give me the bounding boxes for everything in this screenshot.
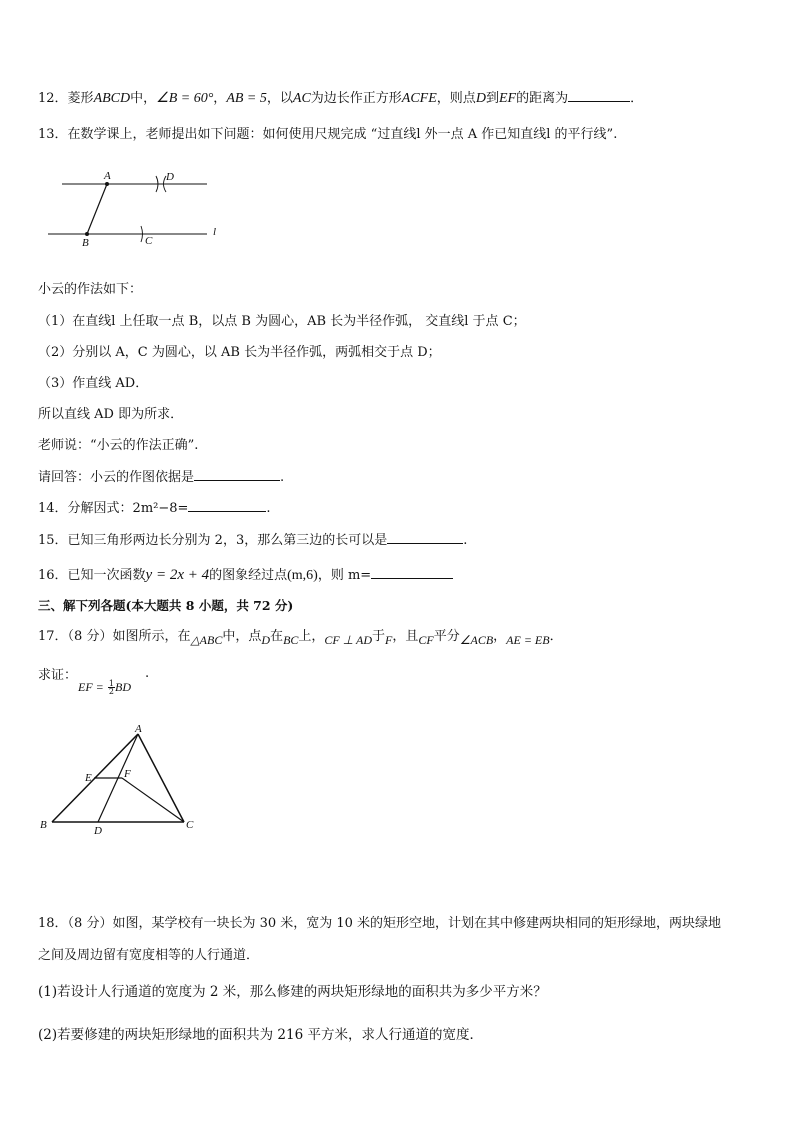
q12-text-4: ，以 [266,91,293,106]
q12-end: ． [630,91,644,106]
label-d: D [94,825,102,837]
point-a [105,182,109,186]
label-e: E [85,772,92,784]
q17-text-2: 中，点 [222,629,262,644]
q16-text-2: 的图象经过点 [209,568,288,583]
q12-text-6: ，则点 [436,91,476,106]
q13-ask-end: . [280,470,285,485]
label-l: l [213,226,217,238]
q16-math-2: (m,6) [287,568,318,583]
q13-step-2: （2）分别以 A，C 为圆心，以 AB 长为半径作弧，两弧相交于点 D； [38,345,441,360]
triangle-figure [34,720,204,840]
q13-step-1: （1）在直线l 上任取一点 B，以点 B 为圆心，AB 长为半径作弧， 交直线l 于点 C； [38,314,526,329]
parallel-construction-figure [44,168,234,250]
label-b: B [40,819,47,831]
q18-part-1: (1)若设计人行通道的宽度为 2 米，那么修建的两块矩形绿地的面积共为多少平方米？ [38,984,547,1000]
q12-math-4: AC [292,91,311,106]
q17-prove [38,667,77,685]
q17-prove-end: . [145,666,150,681]
question-15 [38,531,467,550]
q17-prove-math-1: EF = [78,680,104,694]
q13-answer-blank[interactable] [194,468,280,481]
q17-text-8: ， [493,629,507,644]
q18-line-2: 之间及周边留有宽度相等的人行通道． [38,948,260,963]
q13-ask-text: 请回答：小云的作图依据是 [38,470,195,485]
q13-intro: 小云的作法如下： [38,282,143,297]
q16-math-1: y = 2x + 4 [145,567,210,583]
fraction-one-half [108,680,115,695]
q17-text-9: ． [549,629,563,644]
q12-math-7: EF [498,91,517,106]
q12-text-3: ， [213,91,227,106]
q16-text-3: ，则 m= [317,568,372,583]
q13-step-3: （3）作直线 AD． [38,376,149,391]
q17-prove-label: 求证： [38,668,78,683]
q12-text-2: 中， [130,91,157,106]
q17-math-3: BC [283,633,299,647]
segment-cf [122,778,184,822]
q12-math-2: ∠B = 60° [156,91,214,106]
label-c: C [145,235,153,247]
q12-text-7: 到 [485,91,499,106]
q18-line-1: 18．（8 分）如图，某学校有一块长为 30 米，宽为 10 米的矩形空地，计划在其中修建两块相同的矩形绿地，两块绿地 [38,916,722,931]
label-c: C [186,819,194,831]
q17-text-4: 上， [298,629,325,644]
question-12 [38,89,643,108]
q17-text-3: 在 [270,629,284,644]
label-a: A [135,723,142,735]
q13-ask [38,468,284,487]
label-a: A [104,170,111,182]
question-17 [38,627,563,646]
q17-math-7: ∠ACB [459,633,494,647]
q16-text-1: 16．已知一次函数 [38,568,146,583]
q17-text-7: 平分 [433,629,460,644]
q15-text: 15．已知三角形两边长分别为 2，3，那么第三边的长可以是 [38,533,388,548]
q14-end: . [266,501,271,516]
q15-answer-blank[interactable] [387,531,463,544]
q14-text: 14．分解因式：2m²−8= [38,501,189,516]
q17-math-6: CF [418,633,434,647]
label-f: F [124,768,131,780]
q12-number: 12． [38,91,68,106]
fraction-numerator: 1 [108,679,114,688]
label-b: B [82,237,89,249]
fraction-denominator: 2 [108,687,114,696]
q15-end: . [463,533,468,548]
q17-text-5: 于 [372,629,386,644]
q18-part-2: (2)若要修建的两块矩形绿地的面积共为 216 平方米，求人行通道的宽度． [38,1027,483,1043]
question-16 [38,566,453,585]
q12-math-6: D [475,91,486,106]
question-13: 13．在数学课上，老师提出如下问题：如何使用尺规完成 “过直线l 外一点 A 作已知直线l 的平行线”. [38,127,618,142]
q17-prove-math-2: BD [115,680,131,694]
q16-answer-blank[interactable] [371,566,453,579]
q17-math-4: CF ⊥ AD [324,633,372,647]
q17-prove-formula [78,680,131,695]
question-14 [38,499,271,518]
q12-math-3: AB = 5 [226,91,267,106]
q12-answer-blank[interactable] [568,89,630,102]
q17-math-8: AE = EB [506,633,550,647]
q12-text-1: 菱形 [67,91,94,106]
q14-answer-blank[interactable] [188,499,266,512]
q17-math-5: F [385,633,393,647]
q12-text-5: 为边长作正方形 [310,91,402,106]
q12-text-8: 的距离为 [516,91,569,106]
q12-math-1: ABCD [93,91,131,106]
q17-math-2: D [261,633,271,647]
q13-conclusion: 所以直线 AD 即为所求． [38,407,184,422]
q17-math-1: △ABC [190,633,223,647]
section-3-heading: 三、解下列各题(本大题共 8 小题，共 72 分) [38,598,294,613]
q17-text-1: 17．（8 分）如图所示，在 [38,629,191,644]
label-d: D [166,171,174,183]
side-ac [138,734,184,822]
q12-math-5: ACFE [401,91,437,106]
q13-teacher: 老师说：“小云的作法正确”. [38,438,199,453]
point-b [85,232,89,236]
segment-ab [87,184,107,234]
q17-text-6: ，且 [392,629,419,644]
